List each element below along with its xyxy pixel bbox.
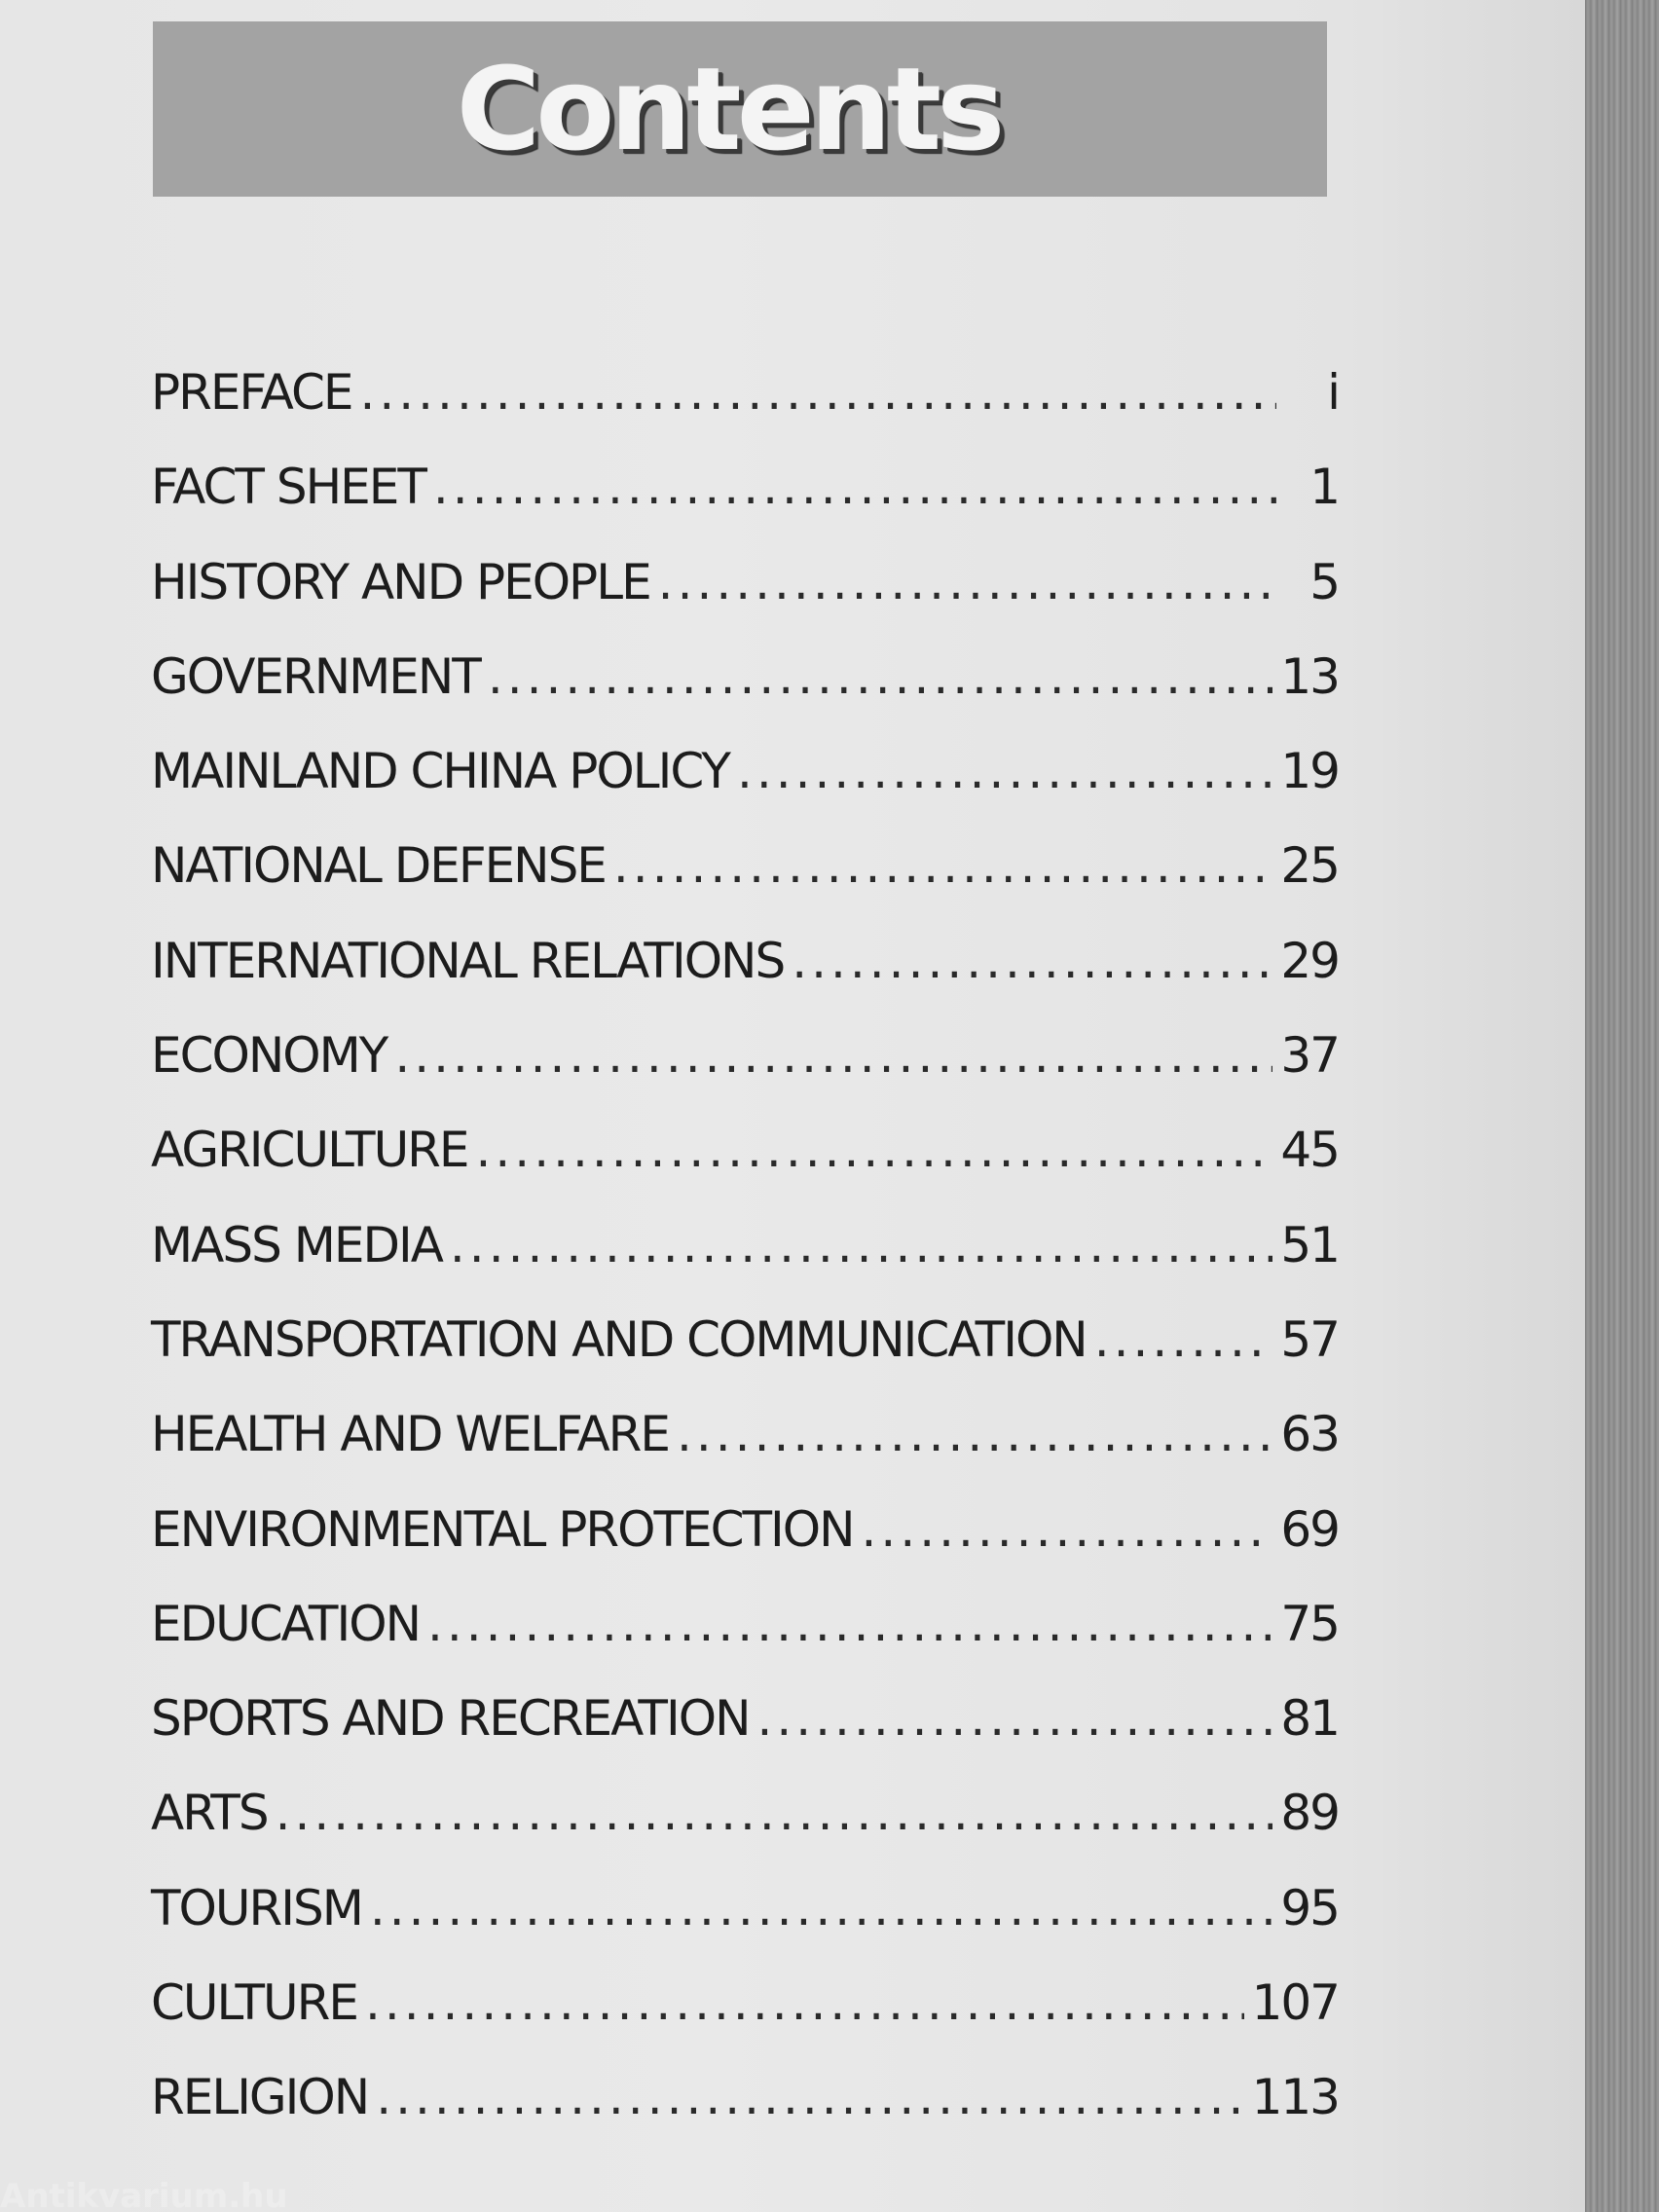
toc-entry-title: PREFACE: [151, 364, 352, 421]
toc-entry-title: INTERNATIONAL RELATIONS: [151, 932, 785, 989]
toc-dot-leader: [365, 1974, 1244, 2031]
contents-title-banner: [153, 21, 1327, 197]
toc-dot-leader: [394, 1027, 1272, 1084]
toc-dot-leader: [376, 2069, 1243, 2125]
toc-dot-leader: [792, 933, 1272, 989]
toc-entry-title: ARTS: [151, 1785, 268, 1842]
toc-entry-title: TRANSPORTATION AND COMMUNICATION: [151, 1310, 1087, 1368]
toc-entry-page-number: 69: [1280, 1500, 1339, 1558]
toc-entry-page-number: 1: [1309, 459, 1339, 516]
toc-dot-leader: [359, 364, 1276, 421]
toc-entry-title: MAINLAND CHINA POLICY: [151, 743, 729, 800]
toc-dot-leader: [613, 837, 1272, 894]
toc-dot-leader: [737, 743, 1272, 799]
toc-dot-leader: [276, 1785, 1273, 1841]
book-binding-edge: [1585, 0, 1659, 2212]
toc-dot-leader: [1094, 1311, 1273, 1368]
toc-dot-leader: [862, 1501, 1273, 1558]
toc-entry-page-number: 45: [1280, 1122, 1339, 1179]
toc-entry: [151, 1974, 1339, 2069]
toc-entry-title: MASS MEDIA: [151, 1216, 442, 1273]
toc-dot-leader: [476, 1122, 1273, 1178]
toc-entry-page-number: 25: [1280, 837, 1339, 895]
toc-entry-title: SPORTS AND RECREATION: [151, 1690, 750, 1748]
toc-entry: [151, 459, 1339, 553]
toc-entry: [151, 743, 1339, 837]
toc-entry-title: FACT SHEET: [151, 459, 425, 516]
toc-dot-leader: [677, 1406, 1272, 1462]
toc-entry-page-number: 57: [1280, 1310, 1339, 1368]
toc-entry: [151, 1122, 1339, 1216]
toc-dot-leader: [658, 554, 1276, 610]
toc-entry-page-number: 89: [1280, 1785, 1339, 1842]
toc-entry-page-number: 113: [1251, 2069, 1339, 2126]
toc-entry: [151, 1027, 1339, 1122]
toc-entry: [151, 1785, 1339, 1879]
toc-entry: [151, 1217, 1339, 1311]
toc-entry: [151, 1880, 1339, 1974]
toc-entry-page-number: 81: [1280, 1690, 1339, 1748]
toc-entry-page-number: 75: [1280, 1595, 1339, 1652]
toc-entry: [151, 837, 1339, 932]
toc-entry-title: HEALTH AND WELFARE: [151, 1406, 669, 1463]
toc-dot-leader: [433, 459, 1276, 515]
toc-entry: [151, 648, 1339, 743]
toc-entry: [151, 1596, 1339, 1690]
toc-entry-title: RELIGION: [151, 2069, 369, 2126]
toc-entry-page-number: 19: [1280, 743, 1339, 800]
toc-entry-page-number: 37: [1280, 1027, 1339, 1085]
toc-entry: [151, 1406, 1339, 1500]
toc-entry-title: TOURISM: [151, 1879, 362, 1936]
toc-entry-title: NATIONAL DEFENSE: [151, 837, 606, 895]
toc-dot-leader: [427, 1596, 1272, 1652]
toc-entry-title: AGRICULTURE: [151, 1122, 468, 1179]
page-title: Contents: [456, 42, 1001, 176]
toc-entry: [151, 554, 1339, 648]
toc-entry-page-number: 63: [1280, 1406, 1339, 1463]
toc-entry: [151, 2069, 1339, 2163]
toc-entry-page-number: 29: [1280, 932, 1339, 989]
toc-entry: [151, 1501, 1339, 1596]
toc-entry-page-number: 107: [1251, 1974, 1339, 2032]
toc-entry: [151, 1311, 1339, 1406]
toc-entry-page-number: i: [1327, 364, 1339, 421]
toc-entry-title: ECONOMY: [151, 1027, 387, 1085]
toc-entry: [151, 933, 1339, 1027]
toc-dot-leader: [488, 648, 1273, 705]
toc-dot-leader: [370, 1880, 1273, 1936]
toc-dot-leader: [450, 1217, 1272, 1273]
toc-entry-title: GOVERNMENT: [151, 647, 480, 705]
toc-entry-title: EDUCATION: [151, 1595, 420, 1652]
toc-entry-title: ENVIRONMENTAL PROTECTION: [151, 1500, 854, 1558]
toc-entry-page-number: 95: [1280, 1879, 1339, 1936]
toc-entry-title: HISTORY AND PEOPLE: [151, 553, 650, 610]
table-of-contents: [151, 364, 1339, 2164]
toc-entry-title: CULTURE: [151, 1974, 357, 2032]
watermark-text: Antikvarium.hu: [0, 2177, 288, 2212]
toc-entry-page-number: 5: [1309, 553, 1339, 610]
toc-entry-page-number: 51: [1280, 1216, 1339, 1273]
toc-entry: [151, 364, 1339, 459]
toc-entry-page-number: 13: [1280, 647, 1339, 705]
toc-dot-leader: [756, 1690, 1272, 1747]
toc-entry: [151, 1690, 1339, 1785]
